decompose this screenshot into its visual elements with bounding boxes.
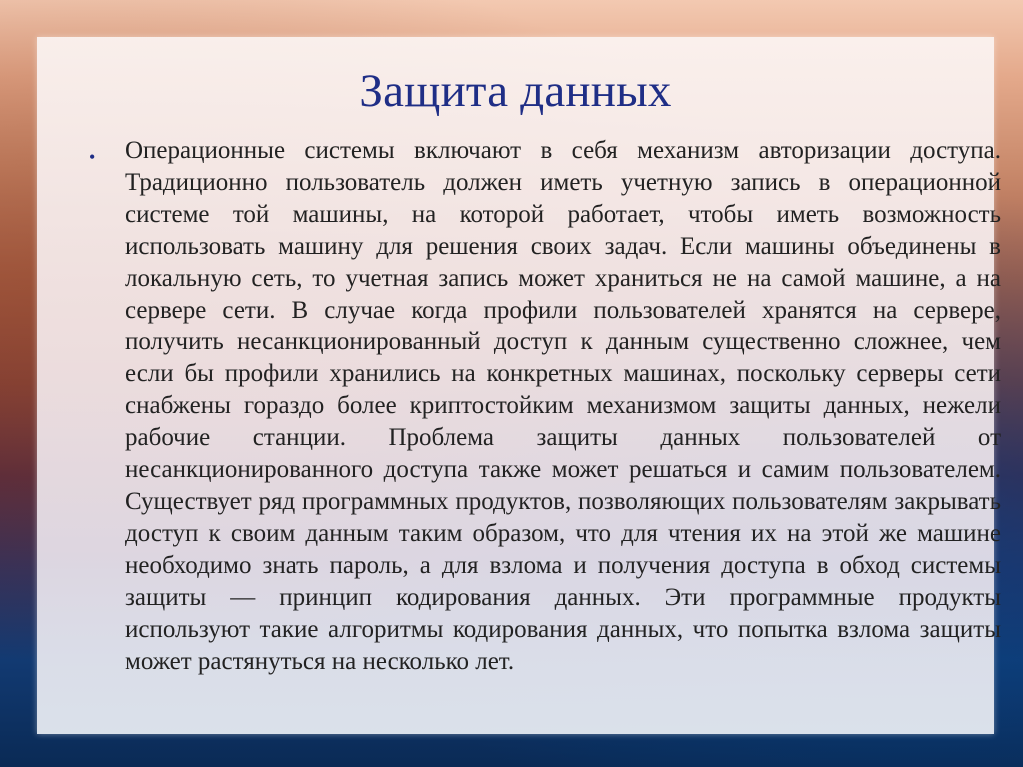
slide-title: Защита данных [359,65,672,117]
bullet-marker: • [89,147,96,167]
bullet-text: Операционные системы включают в себя механизм авторизации доступа. Традиционно пользователь должен иметь учетную запись в операционной системе той машины, на которой работает, чтобы иметь возможность использовать машину для решения своих задач. Если машины объединены в локальную сеть, то учетная запись может храниться не на самой машине, а на сервере сети. В случае когда профили пользователей хранятся на сервере, получить несанкционированный доступ к данным существенно сложнее, чем если бы профили хранились на конкретных машинах, поскольку серверы сети снабжены гораздо более криптостойким механизмом защиты данных, нежели рабочие станции. Проблема защиты данных пользователей от несанкционированного доступа также может решаться и самим пользователем. Существует ряд программных продуктов, позволяющих пользователям закрывать доступ к своим данным таким образом, что для чтения их на этой же машине необходимо знать пароль, а для взлома и получения доступа в обход системы защиты — принцип кодирования данных. Эти программные продукты используют такие алгоритмы кодирования данных, что попытка взлома защиты может растянуться на несколько лет. [125,137,1001,675]
slide-content-panel [37,37,1001,734]
